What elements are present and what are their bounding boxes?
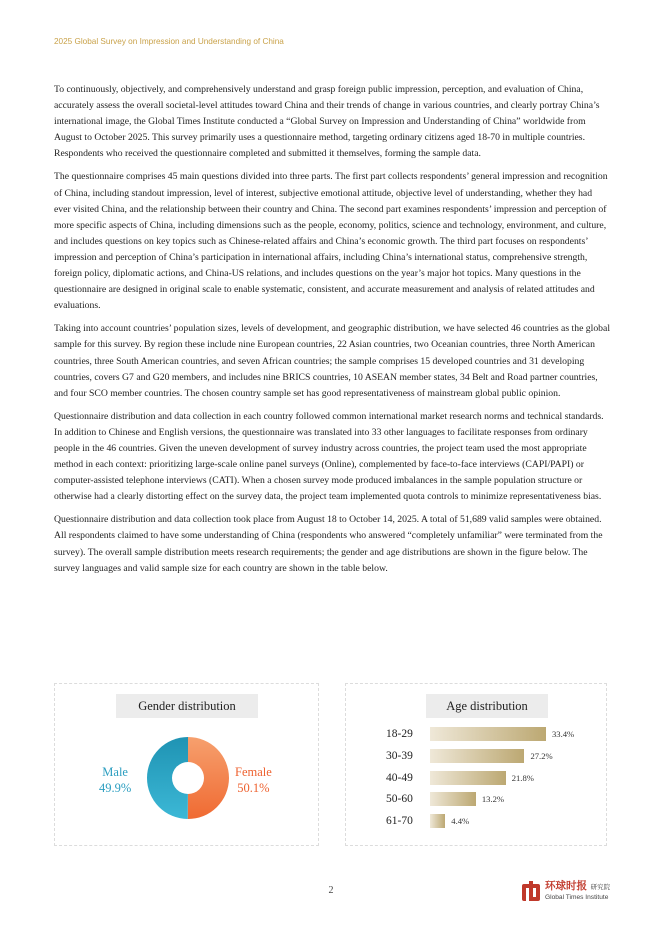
paragraph-sample: Taking into account countries’ population sizes, levels of development, and geographic distribution, we have selected 46 countries as the global sample for this survey. By region these include nine European countries, 22 Asian countries, two Oceanian countries, three North American countries, three South American countries, and seven African countries; the sample comprises 15 developed countries and 31 developing countries, covers G7 and G20 members, and includes nine BRICS countries, 10 ASEAN member states, 34 Belt and Road partner countries, and four SCO member countries. The chosen country sample set has good representativeness of mainstream global public opinion. bbox=[54, 323, 611, 399]
paragraph-questionnaire: The questionnaire comprises 45 main questions divided into three parts. The first part collects respondents’ general impression and recognition of China, including standout impression, level of interest, subjective emotional attitude, objective level of understanding, whether they had ever visited China, and the relationship between their country and China. The second part examines respondents’ impression and perception of more specific aspects of China, including dimensions such as the people, economy, politics, science and technology, environment, and culture, and includes questions on key topics such as Chinese-related affairs and China’s economic growth. The third part focuses on respondents’ impression and perception of China’s participation in international affairs, including China’s international status, comprehensive strength, foreign policy, diplomatic actions, and China-US relations, and includes questions on the year’s major hot topics. Many questions in the questionnaire are designed in original scale to enable systematic, consistent, and accurate measurement and analysis of related attitudes and evaluations. bbox=[54, 171, 608, 312]
age-bar bbox=[430, 749, 524, 763]
global-times-institute-logo bbox=[521, 880, 621, 906]
age-chart-title: Age distribution bbox=[426, 694, 548, 718]
female-category: Female bbox=[235, 765, 272, 779]
age-category-label: 50-60 bbox=[386, 793, 413, 806]
age-row-50-60 bbox=[346, 791, 608, 807]
age-distribution-panel bbox=[345, 683, 607, 846]
donut-hole bbox=[172, 762, 204, 794]
logo-cn-name: 环球时报 bbox=[545, 880, 587, 892]
age-value-label: 13.2% bbox=[481, 794, 505, 805]
age-row-18-29 bbox=[346, 726, 608, 742]
logo-cn-sub: 研究院 bbox=[590, 883, 611, 891]
paragraph-data-collection: Questionnaire distribution and data collection took place from August 18 to October 14, 2025. A total of 51,689 valid samples were obtained. All respondents claimed to have some understanding of China (respondents who answered “completely unfamiliar” were terminated from the survey). The overall sample distribution meets research requirements; the gender and age distributions are shown in the figure below. The survey languages and valid sample size for each country are shown in the table below. bbox=[54, 514, 603, 574]
logo-english-text: Global Times Institute bbox=[545, 894, 609, 901]
page-number: 2 bbox=[328, 885, 334, 896]
male-category: Male bbox=[102, 765, 128, 779]
age-category-label: 40-49 bbox=[386, 771, 413, 784]
gender-chart-title: Gender distribution bbox=[116, 694, 258, 718]
age-category-label: 30-39 bbox=[386, 749, 413, 762]
age-row-61-70 bbox=[346, 813, 608, 829]
age-bar bbox=[430, 814, 445, 828]
age-category-label: 61-70 bbox=[386, 815, 413, 828]
male-label bbox=[99, 764, 131, 796]
paragraph-methodology: Questionnaire distribution and data collection in each country followed common international market research norms and technical standards. In addition to Chinese and English versions, the questionnaire was translated into 33 other languages to facilitate responses from ordinary people in the 46 countries. Given the uneven development of survey industry across countries, the project team used the most appropriate method in each context: prioritizing large-scale online panel surveys (Online), complemented by face-to-face interviews (CAPI/PAPI) or computer-assisted telephone interviews (CATI). When a chosen survey mode produced imbalances in the sample population structure or otherwise had a clearly distorting effect on the survey data, the project team implemented quota controls to minimize representativeness bias. bbox=[54, 410, 604, 503]
age-value-label: 33.4% bbox=[552, 729, 575, 739]
age-bar bbox=[430, 771, 506, 785]
body-text bbox=[54, 82, 610, 584]
age-row-30-39 bbox=[346, 748, 608, 764]
age-category-label: 18-29 bbox=[386, 728, 413, 740]
running-header: 2025 Global Survey on Impression and Understanding of China bbox=[54, 37, 284, 46]
age-row-40-49 bbox=[346, 770, 608, 786]
female-label bbox=[235, 764, 272, 796]
age-bar bbox=[430, 792, 476, 806]
male-value: 49.9% bbox=[99, 781, 132, 795]
age-value-label: 21.8% bbox=[511, 772, 534, 783]
logo-chinese-text bbox=[545, 880, 610, 894]
logo-mark-icon bbox=[521, 881, 541, 903]
age-bar bbox=[430, 727, 546, 741]
gender-donut-chart bbox=[146, 736, 230, 820]
age-value-label: 27.2% bbox=[530, 750, 553, 761]
age-value-label: 4.4% bbox=[451, 816, 470, 827]
paragraph-intro: To continuously, objectively, and comprehensively understand and grasp foreign public impression, perception, and evaluation of China, accurately assess the overall societal-level attitudes toward China and their trends of change in various countries, and clearly portray China’s international image, the Global Times Institute conducted a “Global Survey on Impression and Understanding of China” worldwide from August to October 2025. This survey primarily uses a questionnaire method, targeting ordinary citizens aged 18-70 in multiple countries. Respondents who received the questionnaire completed and submitted it themselves, forming the sample data. bbox=[54, 84, 600, 160]
gender-distribution-panel bbox=[54, 683, 319, 846]
female-value: 50.1% bbox=[237, 781, 270, 795]
